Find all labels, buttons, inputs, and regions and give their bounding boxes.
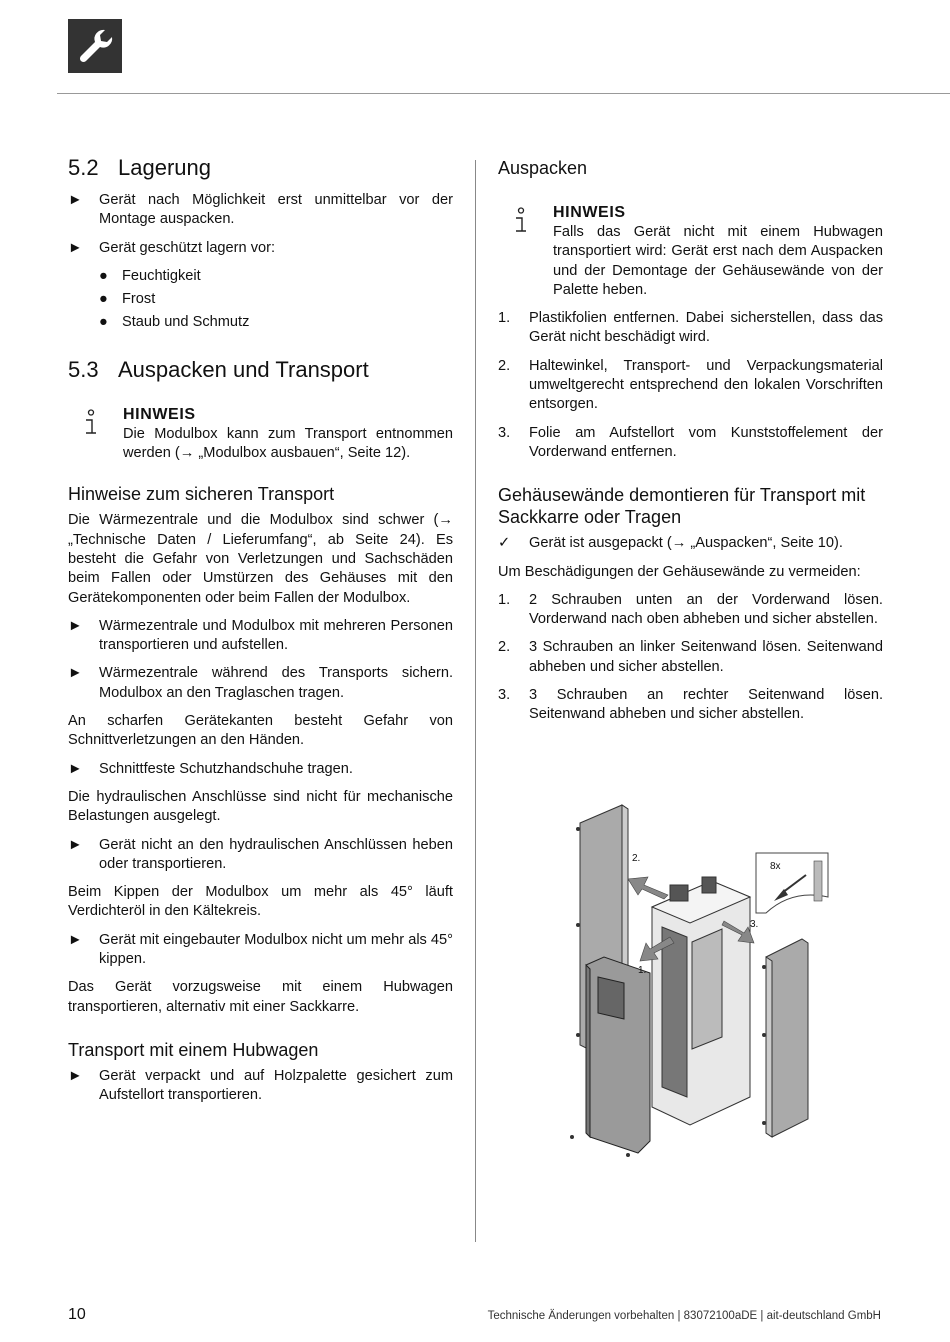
- precondition-item: ✓ Gerät ist ausgepackt (→ „Auspacken“, Seite 10).: [498, 535, 843, 552]
- paragraph: Das Gerät vorzugsweise mit einem Hubwagen transportieren, alternativ mit einer Sackkarre.: [68, 979, 453, 1015]
- footer-info: Technische Änderungen vorbehalten | 83072100aDE | ait-deutschland GmbH: [487, 1310, 881, 1322]
- figure-label-2: 2.: [632, 853, 641, 864]
- dot-item: ● Feuchtigkeit: [99, 267, 201, 284]
- bullet-item: ► Gerät nach Möglichkeit erst unmittelbar vor der Montage auspacken.: [68, 192, 453, 228]
- wrench-icon: [68, 19, 122, 73]
- step-item: 2. Haltewinkel, Transport- und Verpackungsmaterial umweltgerecht entsprechend den lokalen Vorschriften entsorgen.: [498, 357, 883, 413]
- paragraph: Um Beschädigungen der Gehäusewände zu vermeiden:: [498, 563, 861, 580]
- section-icon-box: [68, 19, 122, 73]
- bullet-item: ► Gerät mit eingebauter Modulbox nicht um mehr als 45° kippen.: [68, 931, 453, 968]
- hinweis-title: HINWEIS: [553, 204, 626, 221]
- hinweis-title: HINWEIS: [123, 405, 196, 423]
- right-column: [498, 153, 883, 725]
- paragraph: Beim Kippen der Modulbox um mehr als 45° läuft Verdichteröl in den Kältekreis.: [68, 884, 453, 920]
- subheading-auspacken: Auspacken: [498, 158, 588, 178]
- bullet-item: ► Wärmezentrale während des Transports sichern. Modulbox an den Traglaschen tragen.: [68, 665, 453, 701]
- subheading-sicherer-transport: Hinweise zum sicheren Transport: [68, 484, 335, 505]
- info-icon: [509, 207, 533, 235]
- header-rule: [57, 93, 950, 94]
- paragraph: Die hydraulischen Anschlüsse sind nicht für mechanische Belastungen ausgelegt.: [68, 788, 453, 825]
- hinweis-note: [68, 405, 453, 464]
- hinweis-text: Falls das Gerät nicht mit einem Hubwagen transportiert wird: Gerät erst nach dem Auspacken und der Demontage der Gehäusewände von der Palette heben.: [553, 224, 883, 298]
- disassembly-illustration: [552, 797, 836, 1168]
- step-item: 3. Folie am Aufstellort vom Kunststoffelement der Vorderwand entfernen.: [498, 424, 883, 460]
- figure-label-8x: 8x: [770, 861, 781, 872]
- figure-label-3: 3.: [750, 919, 759, 930]
- dot-item: ● Frost: [99, 291, 156, 308]
- bullet-item: ► Gerät verpackt und auf Holzpalette gesichert zum Aufstellort transportieren.: [68, 1067, 453, 1104]
- hinweis-text: Die Modulbox kann zum Transport entnommen werden (→ „Modulbox ausbauen“, Seite 12).: [123, 425, 453, 462]
- subheading-gehaeusewaende: Gehäusewände demontieren für Transport mit Sackkarre oder Tragen: [498, 485, 866, 528]
- column-divider: [475, 160, 476, 1242]
- paragraph: Die Wärmezentrale und die Modulbox sind schwer (→ „Technische Daten / Lieferumfang“, ab Seite 24). Es besteht die Gefahr von Verletzungen und Sachschäden beim Fallen oder Umstürzen des Gehäuses mit den Gerätekomponenten oder beim Fallen der Modulbox.: [68, 512, 453, 606]
- hinweis-note: [498, 203, 883, 300]
- page-number: 10: [68, 1306, 86, 1323]
- bullet-item: ► Wärmezentrale und Modulbox mit mehreren Personen transportieren und aufstellen.: [68, 617, 453, 654]
- bullet-item: ► Schnittfeste Schutzhandschuhe tragen.: [68, 760, 353, 777]
- left-column: [68, 153, 453, 1106]
- section-heading-5-3: 5.3 Auspacken und Transport: [68, 356, 369, 382]
- bullet-item: ► Gerät geschützt lagern vor:: [68, 239, 276, 256]
- bullet-item: ► Gerät nicht an den hydraulischen Anschlüssen heben oder transportieren.: [68, 836, 453, 872]
- dot-item: ● Staub und Schmutz: [99, 314, 250, 331]
- paragraph: An scharfen Gerätekanten besteht Gefahr von Schnittverletzungen an den Händen.: [68, 713, 453, 749]
- step-item: 2. 3 Schrauben an linker Seitenwand lösen. Seitenwand abheben und sicher abstellen.: [498, 639, 883, 675]
- info-icon: [79, 409, 103, 437]
- subheading-hubwagen: Transport mit einem Hubwagen: [68, 1039, 319, 1060]
- step-item: 1. 2 Schrauben unten an der Vorderwand lösen. Vorderwand nach oben abheben und sicher abstellen.: [498, 591, 883, 628]
- step-item: 1. Plastikfolien entfernen. Dabei sicherstellen, dass das Gerät nicht beschädigt wird.: [498, 310, 883, 346]
- step-item: 3. 3 Schrauben an rechter Seitenwand lösen. Seitenwand abheben und sicher abstellen.: [498, 687, 883, 723]
- figure-label-1: 1.: [638, 965, 647, 976]
- section-heading-5-2: 5.2 Lagerung: [68, 155, 211, 180]
